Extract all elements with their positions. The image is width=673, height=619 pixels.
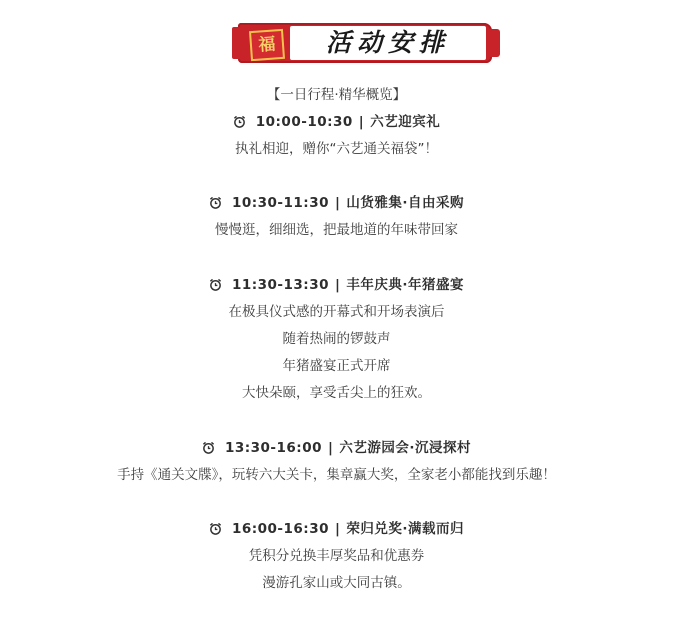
alarm-clock-icon	[209, 522, 222, 535]
separator: |	[334, 277, 341, 293]
schedule-item-heading	[0, 112, 673, 132]
activity-description: 手持《通关文牒》，玩转六大关卡，集章赢大奖，全家老小都能找到乐趣！	[117, 467, 556, 483]
activity-description: 年猪盛宴正式开席	[282, 358, 391, 374]
schedule-item-heading	[0, 193, 673, 213]
activity-description: 随着热闹的锣鼓声	[282, 331, 391, 347]
activity-description: 执礼相迎，赠你“六艺通关福袋”！	[235, 141, 438, 157]
separator: |	[358, 114, 365, 130]
activity-description: 凭积分兑换丰厚奖品和优惠券	[248, 548, 425, 564]
activity-title: 六艺迎宾礼	[370, 114, 441, 130]
activity-title: 荣归兑奖·满载而归	[346, 521, 465, 537]
activity-title: 丰年庆典·年猪盛宴	[346, 277, 465, 293]
alarm-clock-icon	[233, 115, 246, 128]
activity-description: 大快朵颐，享受舌尖上的狂欢。	[242, 385, 431, 401]
time-range: 10:00-10:30	[255, 114, 353, 130]
alarm-clock-icon	[209, 278, 222, 291]
banner-title: 活动安排	[290, 26, 486, 60]
time-range: 11:30-13:30	[231, 277, 329, 293]
separator: |	[327, 440, 334, 456]
overview-heading: 【一日行程·精华概览】	[266, 87, 407, 103]
time-range: 13:30-16:00	[224, 440, 322, 456]
activity-title: 六艺游园会·沉浸探村	[339, 440, 472, 456]
time-range: 10:30-11:30	[231, 195, 329, 211]
separator: |	[334, 195, 341, 211]
activity-description: 慢慢逛，细细选，把最地道的年味带回家	[215, 222, 458, 238]
schedule-item-heading	[0, 275, 673, 295]
activity-title: 山货雅集·自由采购	[346, 195, 465, 211]
schedule-item-heading	[0, 438, 673, 458]
alarm-clock-icon	[202, 441, 215, 454]
separator: |	[334, 521, 341, 537]
alarm-clock-icon	[209, 196, 222, 209]
activity-description: 在极具仪式感的开幕式和开场表演后	[228, 304, 445, 320]
schedule-item-heading	[0, 519, 673, 539]
time-range: 16:00-16:30	[231, 521, 329, 537]
title-banner	[226, 18, 496, 68]
activity-description: 漫游孔家山或大同古镇。	[262, 575, 411, 591]
fu-badge-icon: 福	[249, 29, 285, 61]
